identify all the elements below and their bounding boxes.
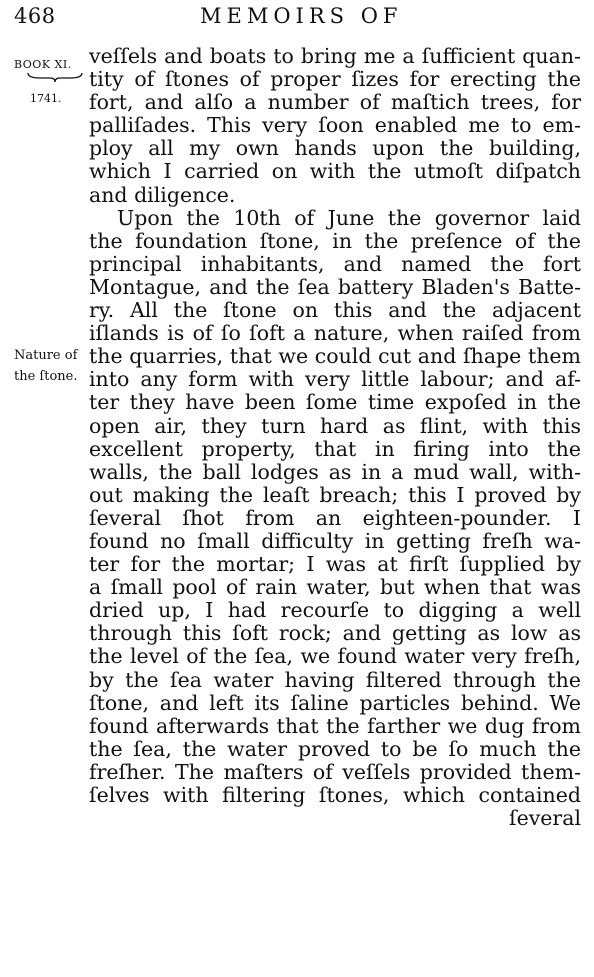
margin-book-label: BOOK XI. xyxy=(14,58,72,71)
text-line: principal inhabitants, and named the fort xyxy=(89,251,581,276)
text-line: into any form with very little labour; and af- xyxy=(89,367,581,392)
text-line: which I carried on with the utmoſt diſpatch xyxy=(89,159,581,184)
text-line: open air, they turn hard as flint, with this xyxy=(89,413,581,438)
margin-year: 1741. xyxy=(30,92,62,105)
margin-note-line-2: the ſtone. xyxy=(14,369,78,384)
text-line: ry. All the ſtone on this and the adjacent xyxy=(89,298,581,323)
text-line: found afterwards that the farther we dug from xyxy=(89,713,581,738)
text-line: out making the leaſt breach; this I proved by xyxy=(89,482,581,507)
text-line: the foundation ſtone, in the preſence of the xyxy=(89,228,581,253)
text-line: tity of ſtones of proper ſizes for erecting the xyxy=(89,67,581,92)
text-line: fort, and alſo a number of maſtich trees, for xyxy=(89,90,581,115)
catchword: ſeveral xyxy=(508,806,581,831)
page-number: 468 xyxy=(14,4,56,28)
text-line: freſher. The maſters of veſſels provided them- xyxy=(89,759,581,784)
text-line: excellent property, that in firing into the xyxy=(89,436,581,461)
text-line: and diligence. xyxy=(89,182,236,207)
text-line: the quarries, that we could cut and ſhape them xyxy=(89,344,581,369)
text-line: through this ſoft rock; and getting as low as xyxy=(89,621,581,646)
text-line: by the ſea water having filtered through the xyxy=(89,667,581,692)
text-line: palliſades. This very ſoon enabled me to em- xyxy=(89,113,581,138)
text-line: ſelves with filtering ſtones, which contained xyxy=(89,783,581,807)
text-line: ter they have been ſome time expoſed in the xyxy=(89,390,581,415)
text-line: Upon the 10th of June the governor laid xyxy=(117,205,581,230)
text-line: Montague, and the ſea battery Bladen's Batte- xyxy=(89,274,581,299)
margin-brace-icon xyxy=(26,71,84,83)
text-line: the ſea, the water proved to be ſo much the xyxy=(89,736,581,761)
text-line: dried up, I had recourſe to digging a well xyxy=(89,598,581,623)
text-line: iſlands is of ſo ſoft a nature, when raiſed from xyxy=(89,321,581,346)
text-line: the level of the ſea, we found water very freſh, xyxy=(89,644,581,669)
text-line: ter for the mortar; I was at firſt ſupplied by xyxy=(89,552,581,577)
text-line: ploy all my own hands upon the building, xyxy=(89,136,581,161)
text-line: ſtone, and left its ſaline particles behind. We xyxy=(89,690,581,715)
text-line: walls, the ball lodges as in a mud wall, with- xyxy=(89,459,581,484)
running-head: MEMOIRS OF xyxy=(200,4,403,28)
body-text xyxy=(89,45,581,830)
text-line: found no ſmall difficulty in getting freſh wa- xyxy=(89,528,581,553)
margin-note-line-1: Nature of xyxy=(14,348,78,363)
text-line: ſeveral ſhot from an eighteen-pounder. I xyxy=(89,505,581,530)
text-line: veſſels and boats to bring me a ſufficient quan- xyxy=(89,44,581,68)
text-line: a ſmall pool of rain water, but when that was xyxy=(89,575,581,600)
